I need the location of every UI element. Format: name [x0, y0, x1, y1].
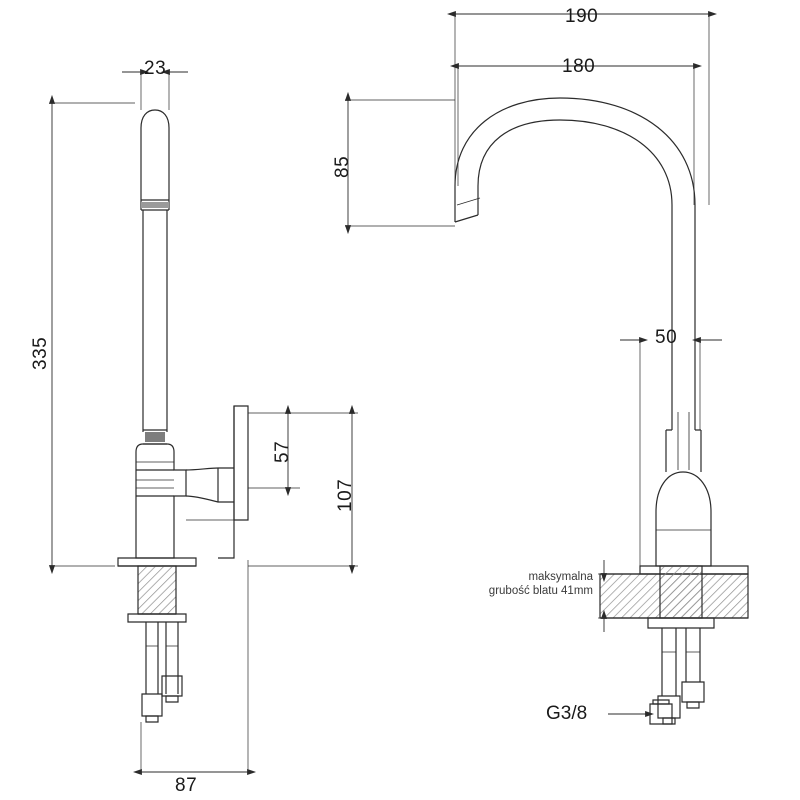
dim-50 — [620, 340, 722, 566]
dim-label-335: 335 — [30, 336, 51, 370]
dim-180 — [458, 66, 694, 205]
dim-label-87: 87 — [175, 775, 198, 796]
dim-label-190: 190 — [565, 6, 599, 27]
side-view-geometry — [455, 98, 748, 724]
dim-190 — [455, 14, 709, 205]
counter-thickness-note-line2: grubość blatu 41mm — [488, 585, 593, 597]
dim-label-180: 180 — [562, 56, 596, 77]
dim-85 — [345, 100, 455, 226]
dim-label-23: 23 — [144, 58, 167, 79]
dim-335 — [52, 103, 135, 566]
dim-label-107: 107 — [335, 478, 356, 512]
dim-label-50: 50 — [655, 327, 678, 348]
dim-label-57: 57 — [272, 440, 293, 463]
counter-thickness-note — [393, 570, 593, 598]
dim-label-85: 85 — [332, 155, 353, 178]
counter-thickness-note-line1: maksymalna — [528, 571, 593, 583]
front-view-geometry — [118, 110, 248, 722]
thread-label-g38: G3/8 — [546, 703, 588, 724]
